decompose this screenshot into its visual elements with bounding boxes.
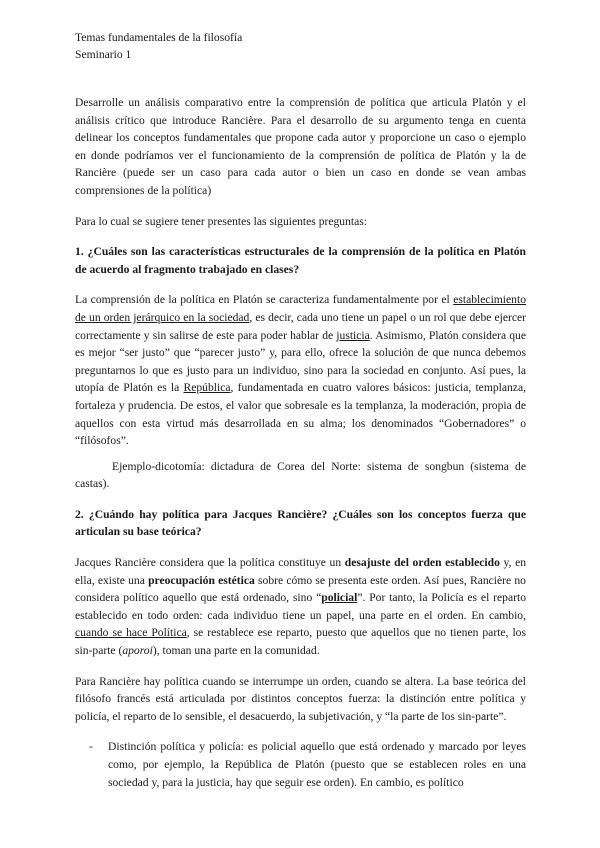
seminar-label: Seminario 1 bbox=[75, 48, 132, 61]
concepts-list bbox=[75, 738, 526, 791]
republic-term: República bbox=[183, 381, 231, 395]
police-term: policial bbox=[321, 591, 358, 605]
question-1-example: Ejemplo-dicotomía: dictadura de Corea del Norte: sistema de songbun (sistema de castas). bbox=[75, 459, 526, 491]
disorder-term: desajuste del orden establecido bbox=[344, 556, 500, 570]
question-2-answer: Jacques Rancière considera que la política constituye un desajuste del orden establecido y, en ella, existe una preocupación estética sobre cómo se presenta este orden. Así pues, Rancière no considera político aquello que está ordenado, sino “policial”. Por tanto, la Policía es el reparto establecido en todo orden: cada individuo tiene un papel, una parte en el orden. En cambio, cuando se hace Política, se restablece ese reparto, puesto que aquellos que no tienen parte, los sin-parte (aporoi), toman una parte en la comunidad. bbox=[75, 556, 527, 658]
question-1-answer: La comprensión de la política en Platón se caracteriza fundamentalmente por el establecimiento de un orden jerárquico en la sociedad, es decir, cada uno tiene un papel o un rol que debe ejercer correctamente y sin salirse de este para poder hablar de justicia. Asimismo, Platón considera que es mejor “ser justo” que “parecer justo” y, para ello, ofrece la solución de que nunca debemos preguntarnos lo que es justo para un individuo, sino para la sociedad en conjunto. Así pues, la utopía de Platón es la República, fundamentada en cuatro valores básicos: justicia, templanza, fortaleza y prudencia. De estos, el valor que sobresale es la templanza, la moderación, propia de aquellos con esta virtud más desarrollada en su alma; los denominados “Gobernadores” o “filósofos”. bbox=[75, 293, 527, 448]
question-2-concepts-paragraph: Para Rancière hay política cuando se interrumpe un orden, cuando se altera. La base teórica del filósofo francés está articulada por distintos conceptos fuerza: la distinción entre política y policía, el reparto de lo sensible, el desacuerdo, la subjetivación, y “la parte de los sin-parte”. bbox=[75, 674, 526, 723]
list-item-text: Distinción política y policía: es policial aquello que está ordenado y marcado por leyes como, por ejemplo, la República de Platón (puesto que se establecen roles en una sociedad y, para la justicia, hay que seguir ese orden). En cambio, es político bbox=[108, 740, 526, 789]
aporoi-term: aporoi bbox=[122, 644, 153, 658]
doing-politics-phrase: cuando se hace Política bbox=[75, 626, 187, 640]
document-body bbox=[75, 94, 526, 791]
prompt-paragraph: Para lo cual se sugiere tener presentes las siguientes preguntas: bbox=[75, 214, 368, 228]
list-item bbox=[89, 738, 526, 791]
aesthetic-concern-term: preocupación estética bbox=[148, 573, 255, 587]
justice-term: justicia bbox=[336, 328, 370, 342]
question-2-heading: 2. ¿Cuándo hay política para Jacques Rancière? ¿Cuáles son los conceptos fuerza que articulan su base teórica? bbox=[75, 507, 526, 539]
course-title: Temas fundamentales de la filosofía bbox=[75, 31, 243, 44]
document-header bbox=[75, 29, 525, 63]
hierarchical-order-phrase: establecimiento de un orden jerárquico en la sociedad bbox=[75, 293, 526, 324]
question-1-heading: 1. ¿Cuáles son las características estructurales de la comprensión de la política en Platón de acuerdo al fragmento trabajado en clases? bbox=[75, 245, 526, 276]
intro-paragraph: Desarrolle un análisis comparativo entre la comprensión de política que articula Platón y el análisis crítico que introduce Rancière. Para el desarrollo de su argumento tenga en cuenta delinear los conceptos fundamentales que propone cada autor y proporcione un caso o ejemplo en donde podríamos ver el funcionamiento de la comprensión de política de Platón y la de Rancière (puede ser un caso para cada autor o bien un caso en donde se vean ambas comprensiones de la política) bbox=[75, 96, 526, 197]
bullet-dash: - bbox=[89, 740, 93, 754]
